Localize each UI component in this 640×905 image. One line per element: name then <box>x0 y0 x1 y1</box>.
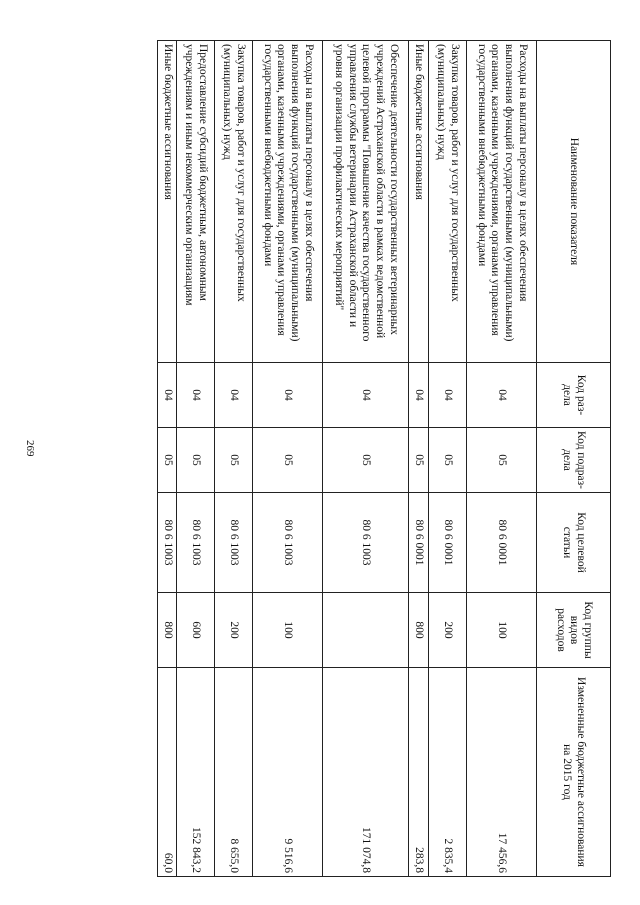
row-name: Расходы на выплаты персоналу в целях обеспечения выполнения функций государственными (муниципальными) органами, казенными учреждениями, органами управления государственными внебюджетными фондами <box>253 41 323 363</box>
header-subsection: Код подраз-дела <box>537 428 611 493</box>
row-subsection: 05 <box>467 428 537 493</box>
row-name: Обеспечение деятельности государственных ветеринарных учреждений Астраханской области в рамках ведомственной целевой программы "Повышение качества государственного управления службы ветеринарии Астраханской области и уровня организации профилактических мероприятий" <box>323 41 409 363</box>
row-target-article: 80 6 0001 <box>467 493 537 593</box>
row-target-article: 80 6 1003 <box>177 493 215 593</box>
row-section: 04 <box>158 363 177 428</box>
row-subsection: 05 <box>215 428 253 493</box>
table-row <box>158 41 177 877</box>
row-expense-group: 600 <box>177 593 215 668</box>
row-name: Иные бюджетные ассигнования <box>158 41 177 363</box>
row-target-article: 80 6 1003 <box>323 493 409 593</box>
row-target-article: 80 6 0001 <box>429 493 467 593</box>
budget-table <box>157 40 611 877</box>
table-row <box>215 41 253 877</box>
row-amount: 171 074,8 <box>323 668 409 877</box>
row-section: 04 <box>429 363 467 428</box>
row-section: 04 <box>253 363 323 428</box>
row-amount: 152 843,2 <box>177 668 215 877</box>
row-expense-group <box>323 593 409 668</box>
table-header-row <box>537 41 611 877</box>
row-subsection: 05 <box>429 428 467 493</box>
table-row <box>323 41 409 877</box>
row-target-article: 80 6 1003 <box>158 493 177 593</box>
row-section: 04 <box>323 363 409 428</box>
row-amount: 60,0 <box>158 668 177 877</box>
row-amount: 283,8 <box>409 668 429 877</box>
row-subsection: 05 <box>177 428 215 493</box>
table-row <box>467 41 537 877</box>
row-target-article: 80 6 1003 <box>215 493 253 593</box>
row-amount: 8 655,0 <box>215 668 253 877</box>
row-amount: 17 456,6 <box>467 668 537 877</box>
row-section: 04 <box>409 363 429 428</box>
table-row <box>253 41 323 877</box>
row-subsection: 05 <box>409 428 429 493</box>
rotated-table-container <box>158 40 611 876</box>
header-amount: Измененные бюджетные ассигнования на 2015 год <box>537 668 611 877</box>
row-expense-group: 100 <box>253 593 323 668</box>
row-expense-group: 200 <box>215 593 253 668</box>
header-name: Наименование показателя <box>537 41 611 363</box>
row-subsection: 05 <box>158 428 177 493</box>
header-target-article: Код целевой статьи <box>537 493 611 593</box>
row-name: Закупка товаров, работ и услуг для государственных (муниципальных) нужд <box>429 41 467 363</box>
table-row <box>409 41 429 877</box>
row-subsection: 05 <box>253 428 323 493</box>
row-amount: 9 516,6 <box>253 668 323 877</box>
row-expense-group: 100 <box>467 593 537 668</box>
row-name: Закупка товаров, работ и услуг для государственных (муниципальных) нужд <box>215 41 253 363</box>
page-number: 269 <box>24 440 36 457</box>
row-expense-group: 800 <box>409 593 429 668</box>
table-row <box>429 41 467 877</box>
row-name: Иные бюджетные ассигнования <box>409 41 429 363</box>
header-section: Код раз-дела <box>537 363 611 428</box>
row-target-article: 80 6 0001 <box>409 493 429 593</box>
row-name: Расходы на выплаты персоналу в целях обеспечения выполнения функций государственными (муниципальными) органами, казенными учреждениями, органами управления государственными внебюджетными фондами <box>467 41 537 363</box>
row-amount: 2 835,4 <box>429 668 467 877</box>
table-row <box>177 41 215 877</box>
row-target-article: 80 6 1003 <box>253 493 323 593</box>
row-expense-group: 800 <box>158 593 177 668</box>
row-section: 04 <box>177 363 215 428</box>
row-section: 04 <box>467 363 537 428</box>
row-name: Предоставление субсидий бюджетным, автономным учреждениям и иным некоммерческим организациям <box>177 41 215 363</box>
row-section: 04 <box>215 363 253 428</box>
row-subsection: 05 <box>323 428 409 493</box>
row-expense-group: 200 <box>429 593 467 668</box>
header-expense-group: Код группы видов расходов <box>537 593 611 668</box>
